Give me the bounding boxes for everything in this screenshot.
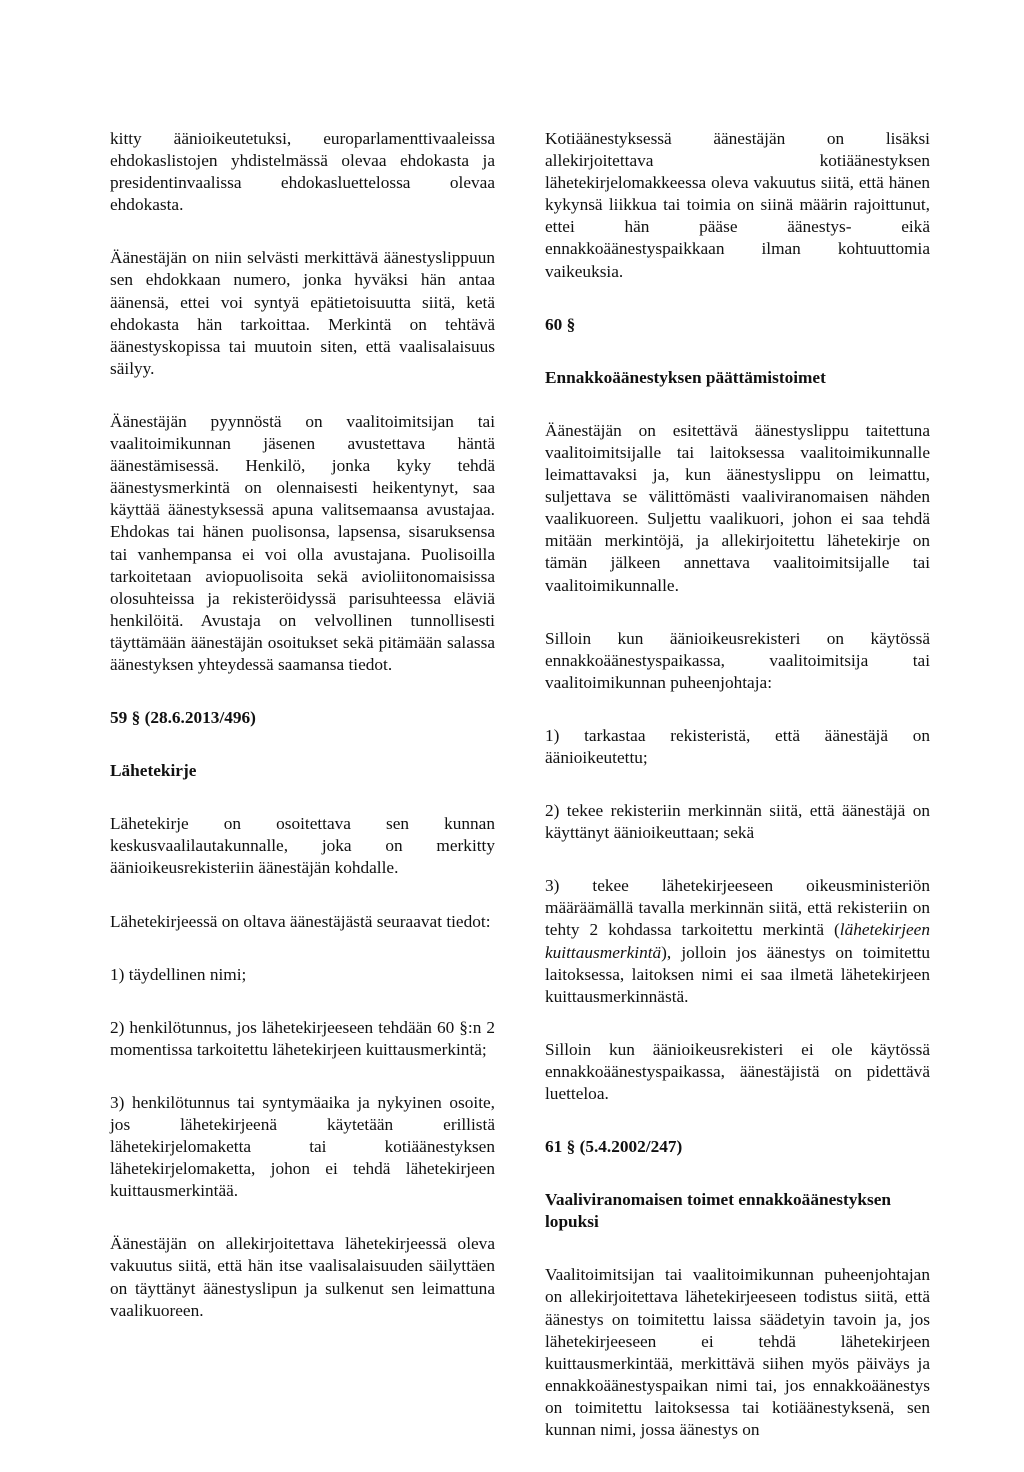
list-item: 1) tarkastaa rekisteristä, että äänestäjä on äänioikeutettu; [545,725,930,767]
italic-term: lähetekirjeen kuittausmerkintä [545,920,930,962]
paragraph: Äänestäjän on allekirjoitettava lähetekirjeessä oleva vakuutus siitä, että hän itse vaalisalaisuuden säilyttäen on täyttänyt äänestyslipun ja sulkenut sen leimattuna vaalikuoreen. [110,1234,495,1320]
section-title-61: Vaaliviranomaisen toimet ennakkoäänestyksen lopuksi [545,1190,891,1232]
list-item [545,875,930,1008]
paragraph: Lähetekirjeessä on oltava äänestäjästä seuraavat tiedot: [110,911,491,931]
list-item: 2) tekee rekisteriin merkinnän siitä, että äänestäjä on käyttänyt äänioikeuttaan; sekä [545,801,930,843]
left-column [110,128,495,1353]
section-title-59: Lähetekirje [110,761,197,781]
section-number-61: 61 § (5.4.2002/247) [545,1137,683,1157]
paragraph: Vaalitoimitsijan tai vaalitoimikunnan puheenjohtajan on allekirjoitettava lähetekirjeeseen todistus siitä, että äänestys on toimitettu laissa säädetyin tavoin ja, jos lähetekirjeeseen ei tehdä lähetekirjeen kuittausmerkintää, merkittävä siihen myös päiväys ja ennakkoäänestyspaikan nimi tai, jos ennakkoäänestys on toimitettu laitoksessa tai kotiäänestyksenä, sen kunnan nimi, jossa äänestys on [545,1265,930,1440]
section-title-60: Ennakkoäänestyksen päättämistoimet [545,367,826,387]
section-number-59: 59 § (28.6.2013/496) [110,708,256,728]
right-column [545,128,930,1472]
paragraph: Äänestäjän on esitettävä äänestyslippu taitettuna vaalitoimitsijalle tai laitoksessa vaalitoimikunnalle leimattavaksi ja, kun äänestyslippu on leimattu, suljettava se välittömästi vaaliviranomaisen nähden vaalikuoreen. Suljettu vaalikuori, johon ei saa tehdä mitään merkintöjä, ja allekirjoitettu lähetekirje on tämän jälkeen annettava vaalitoimitsijalle tai vaalitoimikunnalle. [545,420,930,595]
list-item: 3) henkilötunnus tai syntymäaika ja nykyinen osoite, jos lähetekirjeenä käytetään erillistä lähetekirjelomaketta tai kotiäänestyksen lähetekirjelomaketta, johon ei tehdä lähetekirjeen kuittausmerkintää. [110,1092,495,1201]
paragraph: Kotiäänestyksessä äänestäjän on lisäksi allekirjoitettava kotiäänestyksen lähetekirjelomakkeessa oleva vakuutus siitä, että hänen kykynsä liikkua tai toimia on siinä määrin rajoittunut, ettei hän pääse äänestys- eikä ennakkoäänestyspaikkaan ilman kohtuuttomia vaikeuksia. [545,129,930,281]
paragraph: Äänestäjän pyynnöstä on vaalitoimitsijan tai vaalitoimikunnan jäsenen avustettava häntä äänestämisessä. Henkilö, jonka kyky tehdä äänestysmerkintä on olennaisesti heikentynyt, saa käyttää äänestyksessä apuna valitsemaansa avustajaa. Ehdokas tai hänen puolisonsa, lapsensa, sisaruksensa tai vanhempansa ei voi olla avustajana. Puolisoilla tarkoitetaan aviopuolisoita sekä avioliitonomaisissa olosuhteissa ja rekisteröidyssä parisuhteessa eläviä henkilöitä. Avustaja on velvollinen tunnollisesti täyttämään äänestäjän osoitukset sekä pitämään salassa äänestyksen yhteydessä saamansa tiedot. [110,411,495,674]
paragraph: Silloin kun äänioikeusrekisteri ei ole käytössä ennakkoäänestyspaikassa, äänestäjistä on pidettävä luetteloa. [545,1039,930,1103]
paragraph: Lähetekirje on osoitettava sen kunnan keskusvaalilautakunnalle, joka on merkitty äänioikeusrekisteriin äänestäjän kohdalle. [110,814,495,878]
list-item: 1) täydellinen nimi; [110,964,247,984]
list-item: 2) henkilötunnus, jos lähetekirjeeseen tehdään 60 §:n 2 momentissa tarkoitettu lähetekirjeen kuittausmerkintä; [110,1017,495,1059]
section-number-60: 60 § [545,314,576,334]
list-item-text: 3) tekee lähetekirjeeseen oikeusministeriön määräämällä tavalla merkinnän siitä, että rekisteriin on tehty 2 kohdassa tarkoitettu merkintä ( [545,876,930,940]
list-item-text: ), jolloin jos äänestys on toimitettu laitoksessa, laitoksen nimi ei saa ilmetä lähetekirjeen kuittausmerkinnästä. [545,942,930,1006]
paragraph: Äänestäjän on niin selvästi merkittävä äänestyslippuun sen ehdokkaan numero, jonka hyväksi hän antaa äänensä, ettei voi syntyä epätietoisuutta siitä, ketä ehdokasta hän tarkoittaa. Merkintä on tehtävä äänestyskopissa tai muutoin siten, että vaalisalaisuus säilyy. [110,248,495,378]
paragraph: Silloin kun äänioikeusrekisteri on käytössä ennakkoäänestyspaikassa, vaalitoimitsija tai vaalitoimikunnan puheenjohtaja: [545,628,930,692]
paragraph: kitty äänioikeutetuksi, europarlamenttivaaleissa ehdokaslistojen yhdistelmässä olevaa ehdokasta ja presidentinvaalissa ehdokasluettelossa olevaa ehdokasta. [110,129,495,215]
